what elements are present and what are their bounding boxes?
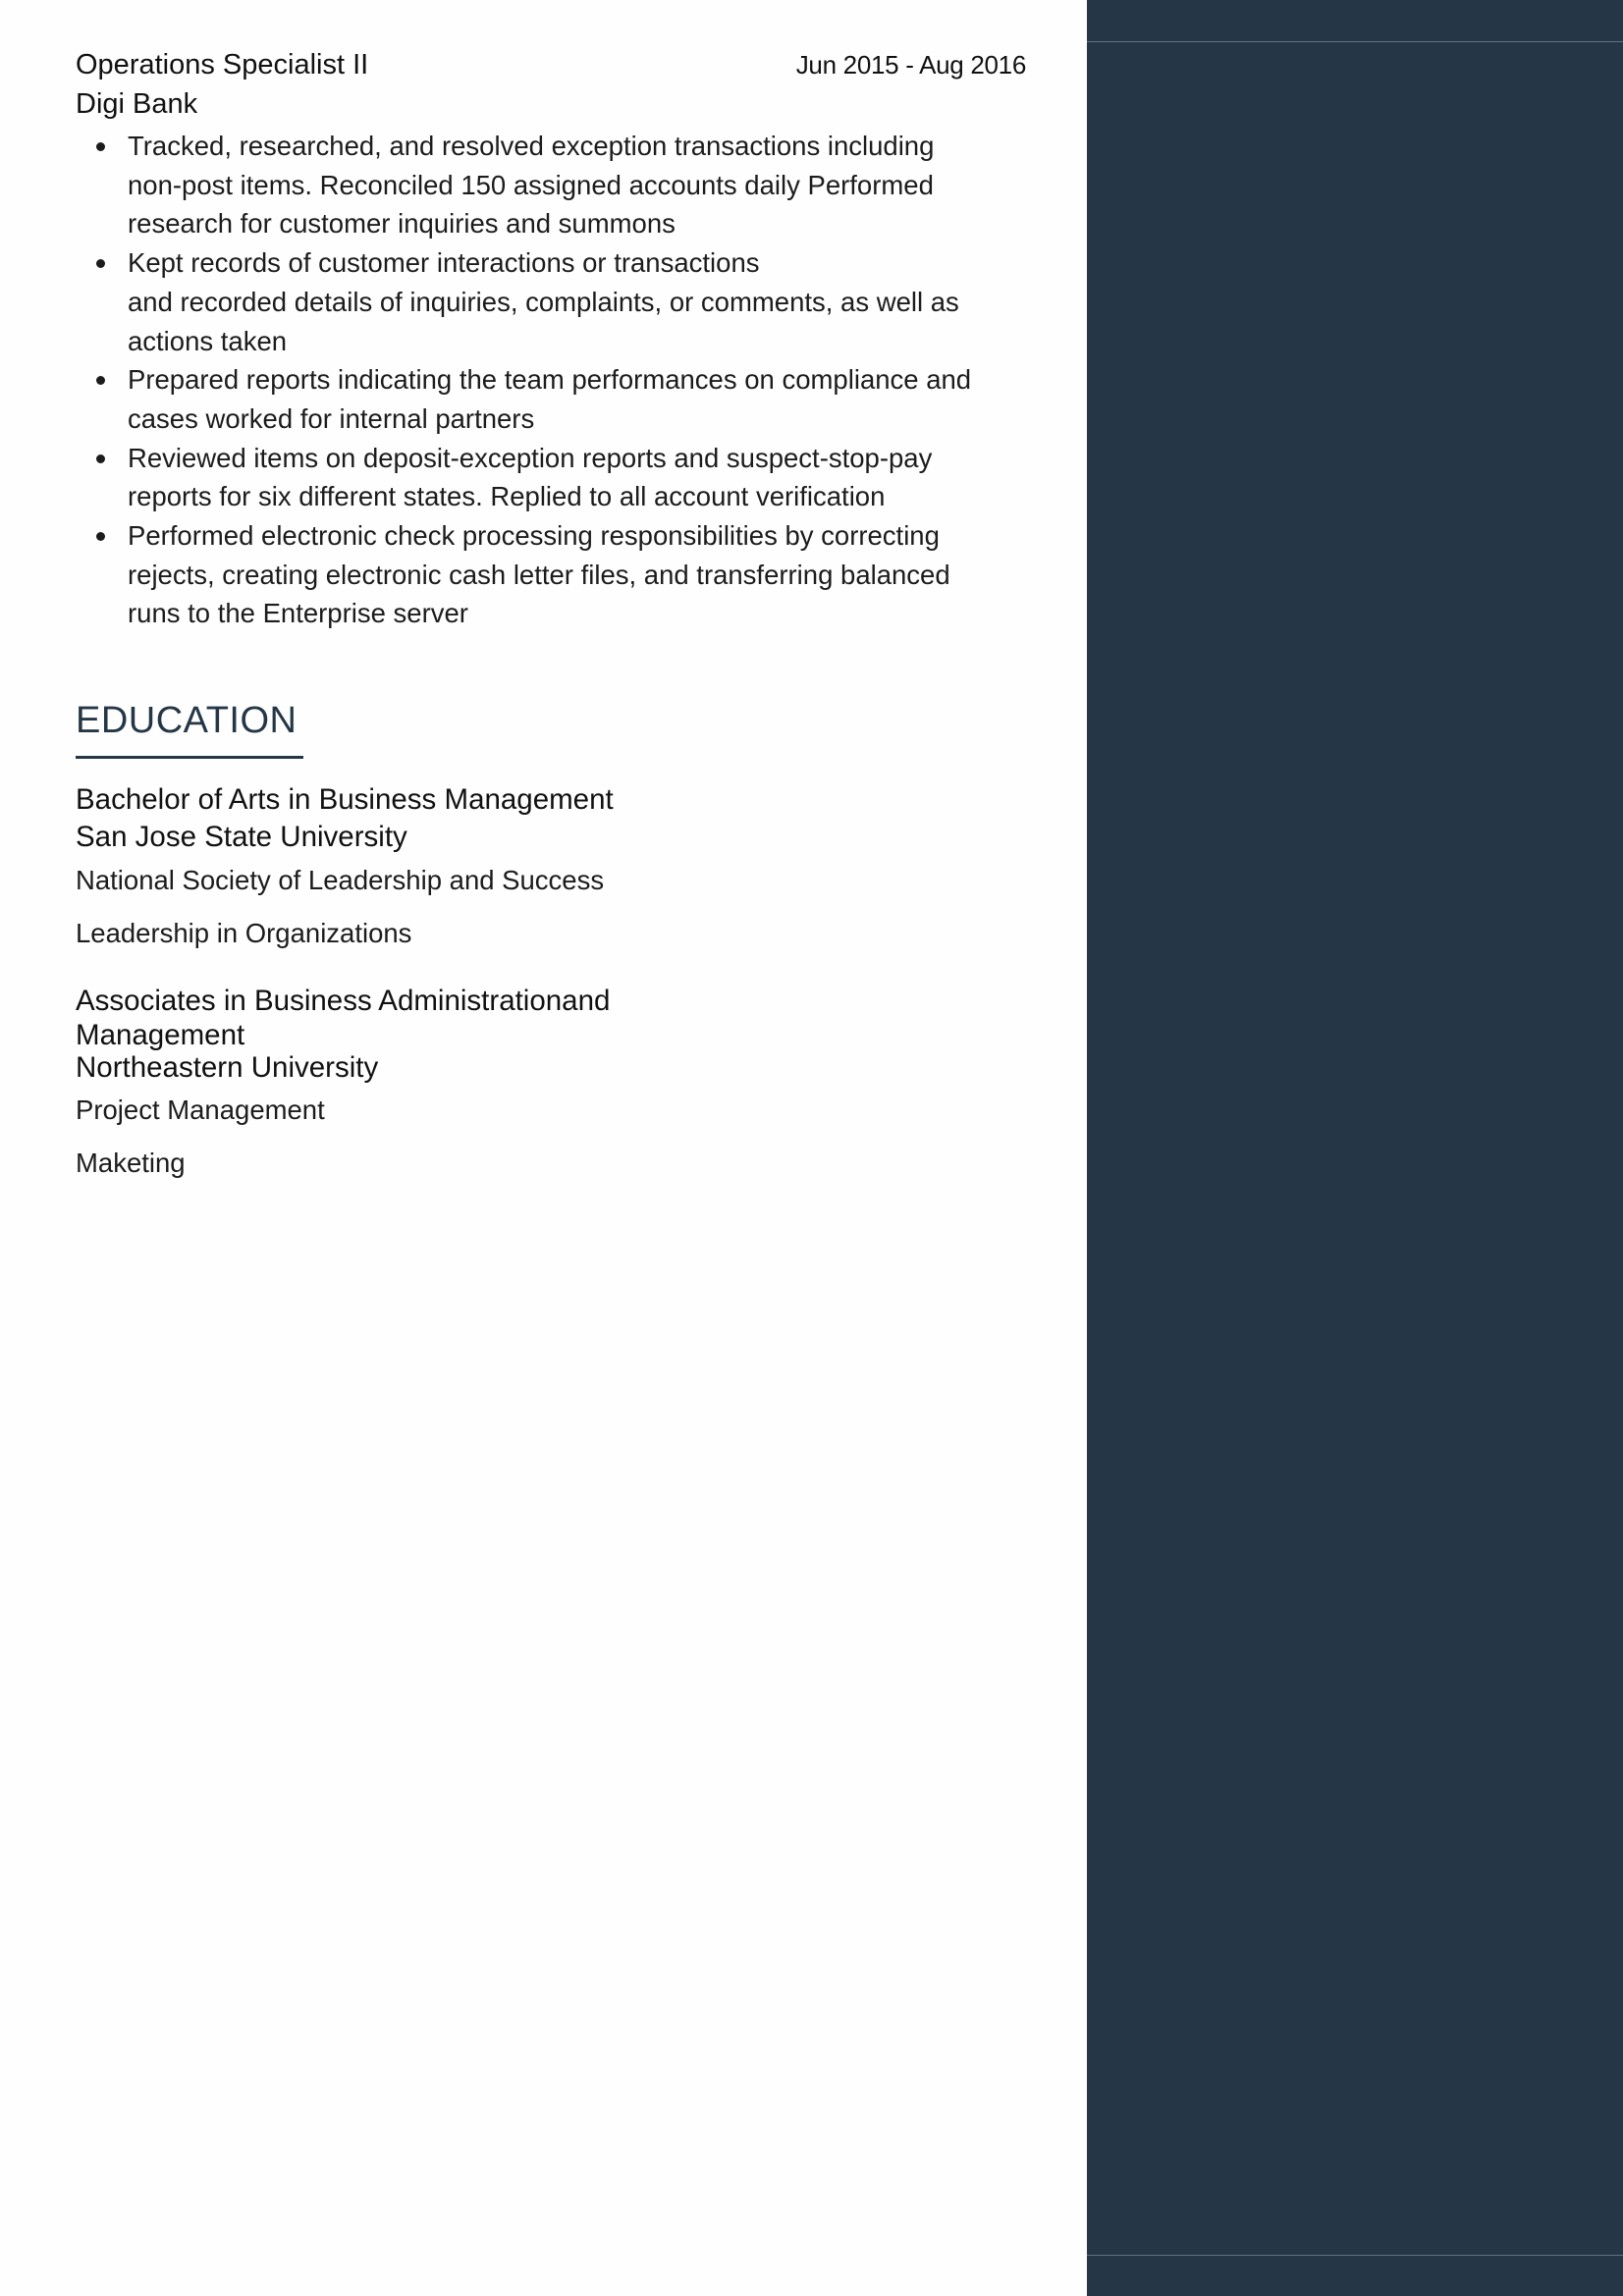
degree-title-continued: Management xyxy=(76,1019,245,1051)
school-name: Northeastern University xyxy=(76,1051,379,1084)
job-responsibilities-list xyxy=(76,127,1090,633)
responsibility-line: reports for six different states. Replied to all account verification xyxy=(128,481,886,512)
sidebar-top-divider xyxy=(1087,41,1623,42)
education-detail: Leadership in Organizations xyxy=(76,918,412,948)
school-name: San Jose State University xyxy=(76,821,407,853)
resume-sidebar xyxy=(1087,0,1623,2296)
responsibility-line: runs to the Enterprise server xyxy=(128,598,468,629)
education-heading-underline xyxy=(76,756,303,759)
responsibility-line: rejects, creating electronic cash letter files, and transferring balanced xyxy=(128,559,950,590)
responsibility-item xyxy=(128,360,1090,438)
responsibility-line: Kept records of customer interactions or transactions xyxy=(128,247,760,279)
job-dates: Jun 2015 - Aug 2016 xyxy=(795,50,1026,80)
responsibility-line: Performed electronic check processing responsibilities by correcting xyxy=(128,520,940,552)
responsibility-line: cases worked for internal partners xyxy=(128,402,535,434)
responsibility-line: Tracked, researched, and resolved exception transactions including xyxy=(128,131,935,161)
degree-title: Associates in Business Administrationand xyxy=(76,985,611,1017)
responsibility-item xyxy=(128,127,1090,243)
responsibility-line: non-post items. Reconciled 150 assigned accounts daily Performed xyxy=(128,169,934,200)
responsibility-item xyxy=(128,516,1090,633)
responsibility-line: Reviewed items on deposit-exception reports and suspect-stop-pay xyxy=(128,442,933,473)
responsibility-item xyxy=(128,439,1090,516)
responsibility-line: actions taken xyxy=(128,325,288,356)
education-detail: Project Management xyxy=(76,1095,325,1125)
job-title: Operations Specialist II xyxy=(76,49,369,80)
company-name: Digi Bank xyxy=(76,88,198,120)
responsibility-item xyxy=(128,243,1090,360)
job-header xyxy=(76,45,1026,84)
education-heading: EDUCATION xyxy=(76,700,298,741)
degree-title: Bachelor of Arts in Business Management xyxy=(76,783,614,816)
responsibility-line: and recorded details of inquiries, complaints, or comments, as well as xyxy=(128,286,959,317)
responsibility-line: research for customer inquiries and summons xyxy=(128,208,676,240)
responsibility-line: Prepared reports indicating the team performances on compliance and xyxy=(128,364,972,396)
education-detail: Maketing xyxy=(76,1148,186,1178)
sidebar-bottom-divider xyxy=(1087,2255,1623,2256)
education-detail: National Society of Leadership and Success xyxy=(76,865,605,895)
